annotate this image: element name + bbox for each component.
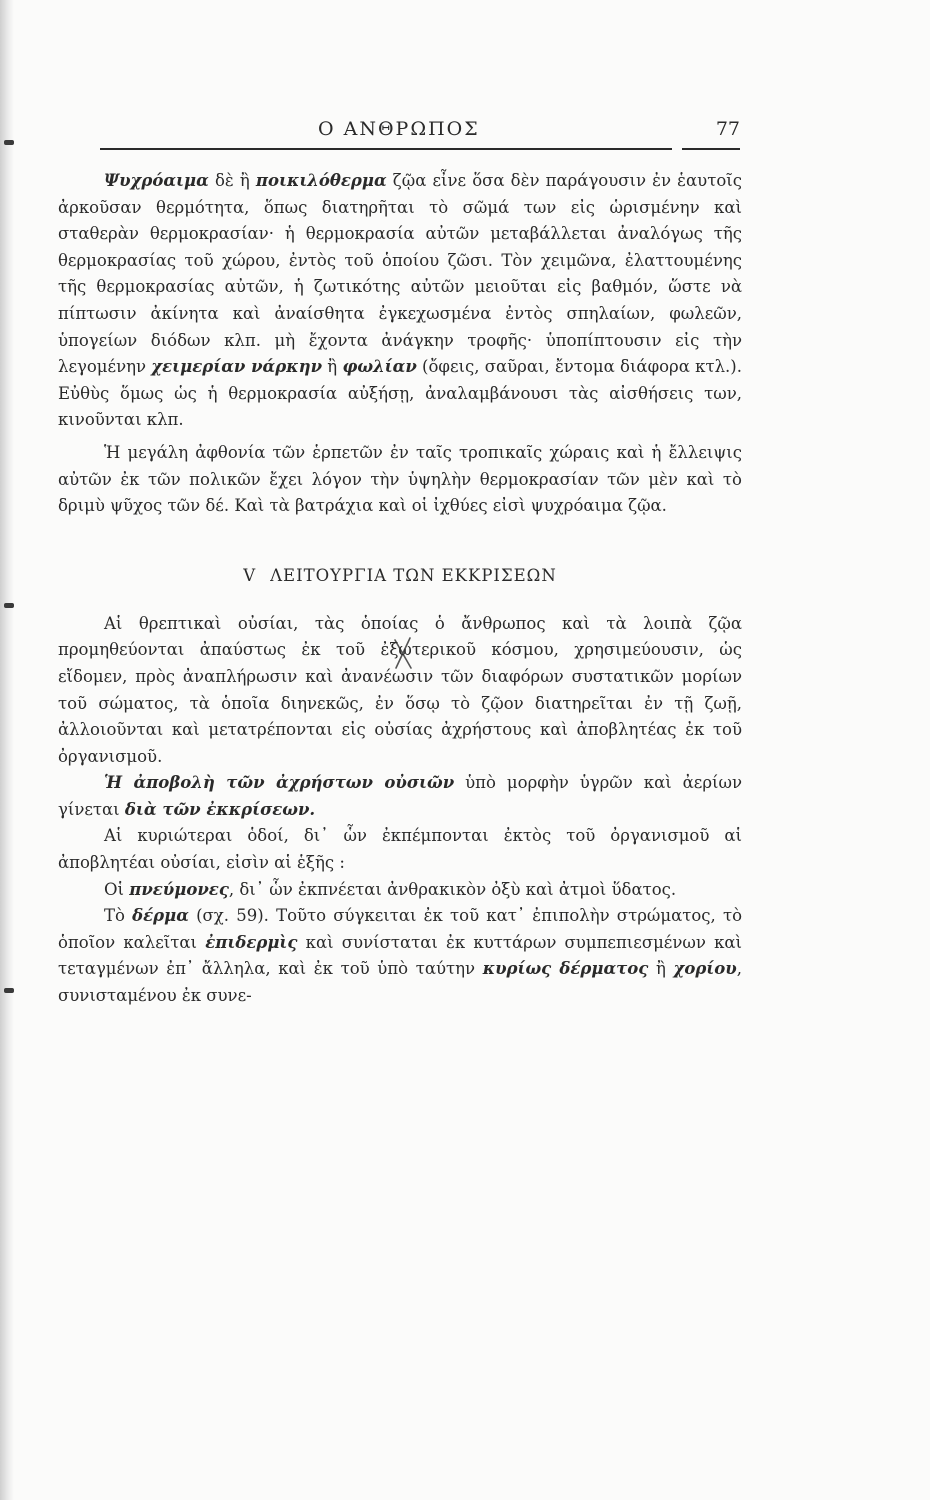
paragraph-reptiles: Ἡ μεγάλη ἀφθονία τῶν ἑρπετῶν ἐν ταῖς τροπικαῖς χώραις καὶ ἡ ἔλλειψις αὐτῶν ἐκ τῶν πολικῶν ἔχει λόγον τὴν ὑψηλὴν θερμοκρασίαν τῶν μὲν καὶ τὸ δριμὺ ψῦχος τῶν δέ. Καὶ τὰ βατράχια καὶ οἱ ἰχθύες εἰσὶ ψυχρόαιμα ζῷα. — [58, 442, 742, 516]
running-title: Ο ΑΝΘΡΩΠΟΣ — [318, 118, 480, 140]
term-poikilotherma: ποικιλόθερμα — [255, 171, 387, 190]
term-epidermis: ἐπιδερμὶς — [205, 932, 298, 952]
paragraph-main-paths: Αἱ κυριώτεραι ὁδοί, δι᾿ ὧν ἐκπέμπονται ἐκτὸς τοῦ ὀργανισμοῦ αἱ ἀποβλητέαι οὐσίαι, εἰσὶν αἱ ἑξῆς : — [58, 826, 742, 873]
body-text — [58, 168, 742, 1010]
section-number: V — [243, 565, 257, 585]
spine-mark — [4, 988, 14, 993]
page-number: 77 — [715, 118, 740, 140]
running-head — [100, 118, 740, 150]
page-spine-shadow — [0, 0, 14, 1500]
spine-mark — [4, 603, 14, 608]
section-heading — [58, 566, 742, 585]
paragraph-excretion: Ἡ ἀποβολὴ τῶν ἀχρήστων οὐσιῶν ὑπὸ μορφὴν ὑγρῶν καὶ ἀερίων γίνεται διὰ τῶν ἐκκρίσεων. — [58, 773, 742, 819]
term-cheimerian-narken: χειμερίαν νάρκην — [151, 357, 323, 377]
paragraph-cold-blooded: Ψυχρόαιμα δὲ ἢ ποικιλόθερμα ζῷα εἶνε ὅσα δὲν παράγουσιν ἐν ἑαυτοῖς ἀρκοῦσαν θερμότητα, ὅπως διατηρῆται τὸ σῶμά των εἰς ὡρισμένην καὶ σταθερὰν θερμοκρασίαν· ἡ θερμοκρασία αὐτῶν μεταβάλλεται ἀναλόγως τῆς θερμοκρασίας τοῦ χώρου, ἐντὸς τοῦ ὁποίου ζῶσι. Τὸν χειμῶνα, ἐλαττουμένης τῆς θερμοκρασίας αὐτῶν, ἡ ζωτικότης αὐτῶν μειοῦται εἰς βαθμόν, ὥστε νὰ πίπτωσιν ἀκίνητα καὶ ἀναίσθητα ἐγκεχωσμένα ἐντὸς σπηλαίων, φωλεῶν, ὑπογείων διόδων κλπ. μὴ ἔχοντα ἀνάγκην τροφῆς· ὑποπίπτουσιν εἰς τὴν λεγομένην χειμερίαν νάρκην ἢ φωλίαν (ὄφεις, σαῦραι, ἔντομα διάφορα κτλ.). Εὐθὺς ὅμως ὡς ἡ θερμοκρασία αὐξήσῃ, ἀναλαμβάνουσι τὰς αἰσθήσεις των, κινοῦνται κλπ. — [58, 171, 742, 430]
term-derma: δέρμα — [132, 906, 189, 926]
page-number-rule — [682, 148, 740, 150]
section-title: ΛΕΙΤΟΥΡΓΙΑ ΤΩΝ ΕΚΚΡΙΣΕΩΝ — [270, 565, 557, 585]
term-pneumones: πνεύμονες — [129, 879, 229, 899]
term-pholian: φωλίαν — [342, 357, 417, 377]
paragraph-lungs: Οἱ πνεύμονες, δι᾿ ὧν ἐκπνέεται ἀνθρακικὸν ὀξὺ καὶ ἀτμοὶ ὕδατος. — [104, 879, 677, 899]
term-ekkriseon: διὰ τῶν ἐκκρίσεων. — [124, 799, 316, 819]
term-kyrios-dermatos: κυρίως δέρματος — [482, 959, 649, 979]
header-rule — [100, 148, 672, 150]
term-apobole: Ἡ ἀποβολὴ τῶν ἀχρήστων οὐσιῶν — [104, 773, 455, 793]
term-choriou: χορίου — [673, 959, 737, 979]
spine-mark — [4, 140, 14, 145]
paragraph-skin: Τὸ δέρμα (σχ. 59). Τοῦτο σύγκειται ἐκ τοῦ κατ᾿ ἐπιπολὴν στρώματος, τὸ ὁποῖον καλεῖται ἐπιδερμὶς καὶ συνίσταται ἐκ κυττάρων συμπεπιεσμένων καὶ τεταγμένων ἐπ᾿ ἄλληλα, καὶ ἐκ τοῦ ὑπὸ ταύτην κυρίως δέρματος ἢ χορίου, συνισταμένου ἐκ συνε- — [58, 906, 743, 1006]
paragraph-nutrients: Αἱ θρεπτικαὶ οὐσίαι, τὰς ὁποίας ὁ ἄνθρωπος καὶ τὰ λοιπὰ ζῷα προμηθεύονται ἀπαύστως ἐκ τοῦ ἐξωτερικοῦ κόσμου, χρησιμεύουσιν, ὡς εἴδομεν, πρὸς ἀναπλήρωσιν καὶ ἀνανέωσιν τῶν διαφόρων συστατικῶν μορίων τοῦ σώματος, τὰ ὁποῖα διηνεκῶς, ἐν ὅσῳ τὸ ζῷον διατηρεῖται ἐν τῇ ζωῇ, ἀλλοιοῦνται καὶ μετατρέπονται εἰς οὐσίας ἀχρήστους καὶ ἀποβλητέας ἐκ τοῦ ὀργανισμοῦ. — [58, 613, 742, 766]
term-psychroaima: Ψυχρόαιμα — [104, 171, 209, 190]
